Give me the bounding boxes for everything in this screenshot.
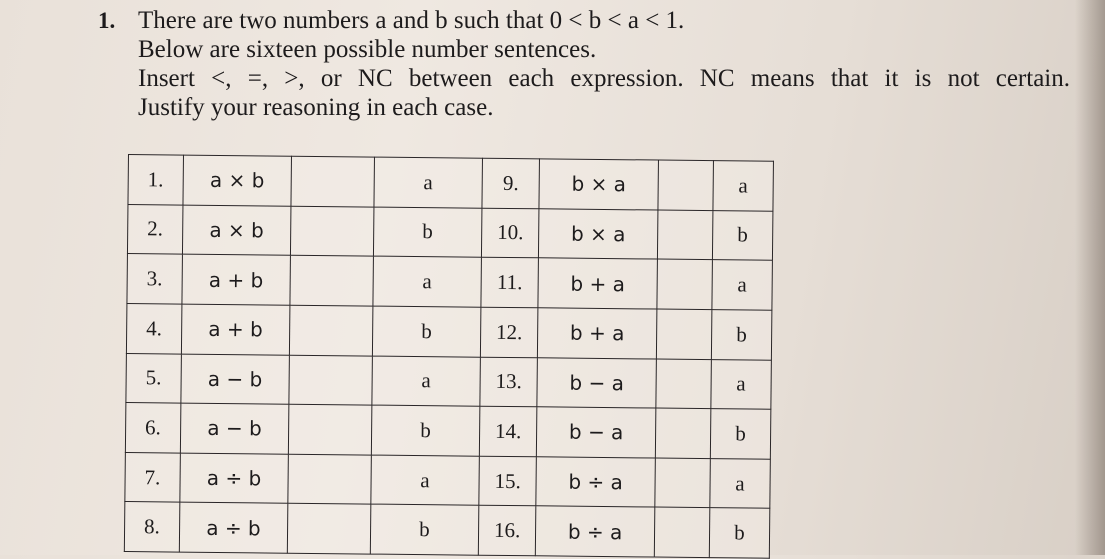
comparison-term-left: a [373, 256, 482, 307]
answer-blank-left[interactable] [291, 206, 374, 256]
row-number-left: 5. [126, 353, 181, 403]
answer-blank-right[interactable] [655, 408, 710, 458]
expression-right: b − a [536, 407, 656, 458]
row-number-right: 14. [479, 406, 536, 456]
table-row [125, 452, 770, 508]
comparison-term-right: b [711, 309, 772, 359]
row-number-right: 13. [480, 357, 537, 407]
comparison-term-right: a [711, 359, 772, 409]
row-number-left: 2. [127, 204, 182, 254]
expression-left: a × b [183, 155, 292, 206]
table-row [124, 502, 769, 558]
expression-left: a + b [181, 304, 290, 355]
comparison-term-left: a [371, 455, 480, 506]
number-sentences-table [124, 154, 774, 559]
row-number-left: 3. [127, 254, 182, 304]
answer-blank-right[interactable] [654, 507, 709, 557]
row-number-right: 12. [481, 307, 538, 357]
answer-blank-left[interactable] [289, 355, 372, 405]
expression-right: b × a [538, 208, 658, 259]
expression-right: b × a [539, 159, 659, 210]
comparison-term-right: b [710, 409, 771, 459]
answer-blank-right[interactable] [657, 259, 712, 309]
table-row [127, 204, 772, 260]
expression-right: b + a [538, 258, 658, 309]
row-number-right: 10. [482, 208, 539, 258]
question-line-1: There are two numbers a and b such that 0 < b < a < 1. [138, 7, 685, 34]
answer-blank-right[interactable] [658, 210, 713, 260]
question-text [138, 6, 1088, 122]
table-row [126, 303, 771, 359]
comparison-term-left: b [373, 207, 482, 258]
row-number-right: 16. [478, 506, 535, 556]
row-number-right: 11. [481, 257, 538, 307]
expression-right: b ÷ a [535, 506, 655, 557]
comparison-term-left: a [374, 157, 483, 208]
row-number-left: 1. [128, 155, 183, 205]
answer-blank-right[interactable] [655, 458, 710, 508]
expression-left: a × b [182, 205, 291, 256]
question-line-2: Below are sixteen possible number sentences. [138, 36, 597, 63]
row-number-left: 4. [126, 303, 181, 353]
comparison-term-right: a [710, 458, 771, 508]
table-row [126, 353, 771, 409]
answer-blank-left[interactable] [288, 454, 371, 504]
comparison-term-right: b [712, 210, 773, 260]
answer-blank-left[interactable] [288, 404, 371, 454]
row-number-left: 8. [124, 502, 179, 552]
expression-right: b ÷ a [536, 457, 656, 508]
expression-right: b − a [537, 357, 657, 408]
comparison-term-right: b [709, 508, 770, 558]
row-number-left: 6. [125, 403, 180, 453]
row-number-right: 9. [482, 158, 539, 208]
answer-blank-left[interactable] [290, 255, 373, 305]
comparison-term-right: a [712, 260, 773, 310]
question-line-3: Insert <, =, >, or NC between each expression. NC means that it is not certain. [138, 65, 1070, 92]
expression-left: a ÷ b [179, 502, 288, 553]
expression-left: a − b [181, 354, 290, 405]
answer-blank-right[interactable] [657, 309, 712, 359]
table-row [127, 254, 772, 310]
expression-left: a ÷ b [180, 453, 289, 504]
expression-left: a − b [180, 403, 289, 454]
answer-blank-right[interactable] [658, 160, 713, 210]
comparison-term-left: b [371, 405, 480, 456]
row-number-left: 7. [125, 452, 180, 502]
answer-blank-left[interactable] [290, 305, 373, 355]
comparison-term-left: b [372, 306, 481, 357]
expression-right: b + a [537, 308, 657, 359]
answer-blank-left[interactable] [291, 156, 374, 206]
row-number-right: 15. [479, 456, 536, 506]
answer-blank-right[interactable] [656, 359, 711, 409]
expression-left: a + b [182, 254, 291, 305]
question-line-4: Justify your reasoning in each case. [138, 94, 494, 121]
comparison-term-right: a [713, 161, 774, 211]
comparison-term-left: a [372, 356, 481, 407]
table-row [128, 155, 773, 211]
question-number: 1. [98, 8, 116, 33]
comparison-term-left: b [370, 504, 479, 555]
table-row [125, 403, 770, 459]
answer-blank-left[interactable] [287, 504, 370, 554]
